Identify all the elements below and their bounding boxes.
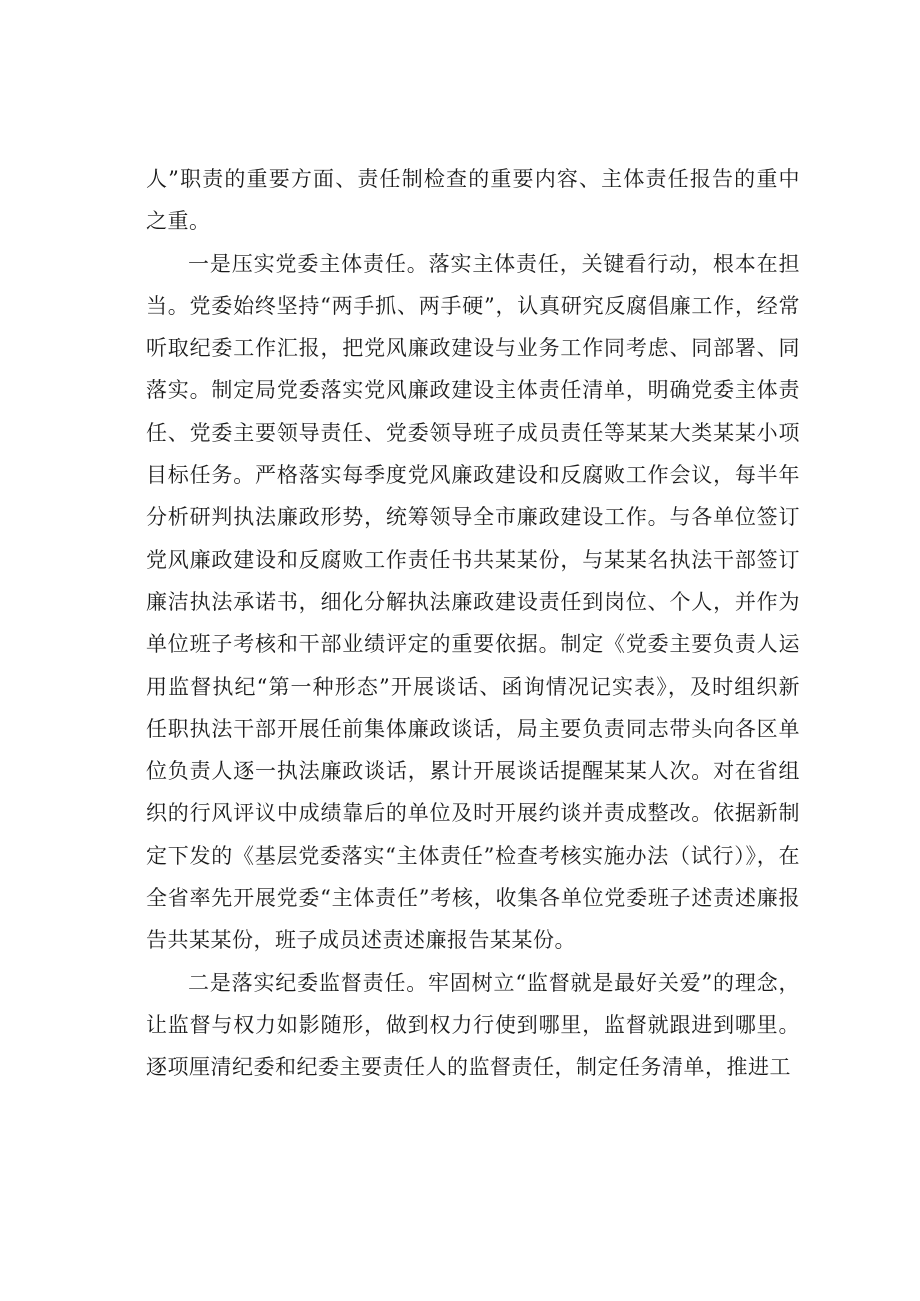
paragraph-continuation: 人”职责的重要方面、责任制检查的重要内容、主体责任报告的重中之重。: [146, 167, 800, 234]
paragraph-discipline-supervision-responsibility: 二是落实纪委监督责任。牢固树立“监督就是最好关爱”的理念，让监督与权力如影随形，做到权力行使到哪里，监督就跟进到哪里。逐项厘清纪委和纪委主要责任人的监督责任，制定任务清单，推进工: [146, 970, 800, 1080]
document-body: [146, 158, 800, 1089]
paragraph-party-committee-responsibility: 一是压实党委主体责任。落实主体责任，关键看行动，根本在担当。党委始终坚持“两手抓、两手硬”，认真研究反腐倡廉工作，经常听取纪委工作汇报，把党风廉政建设与业务工作同考虑、同部署、同落实。制定局党委落实党风廉政建设主体责任清单，明确党委主体责任、党委主要领导责任、党委领导班子成员责任等某某大类某某小项目标任务。严格落实每季度党风廉政建设和反腐败工作会议，每半年分析研判执法廉政形势，统筹领导全市廉政建设工作。与各单位签订党风廉政建设和反腐败工作责任书共某某份，与某某名执法干部签订廉洁执法承诺书，细化分解执法廉政建设责任到岗位、个人，并作为单位班子考核和干部业绩评定的重要依据。制定《党委主要负责人运用监督执纪“第一种形态”开展谈话、函询情况记实表》，及时组织新任职执法干部开展任前集体廉政谈话，局主要负责同志带头向各区单位负责人逐一执法廉政谈话，累计开展谈话提醒某某人次。对在省组织的行风评议中成绩靠后的单位及时开展约谈并责成整改。依据新制定下发的《基层党委落实“主体责任”检查考核实施办法（试行）》，在全省率先开展党委“主体责任”考核，收集各单位党委班子述责述廉报告共某某份，班子成员述责述廉报告某某份。: [146, 251, 800, 953]
